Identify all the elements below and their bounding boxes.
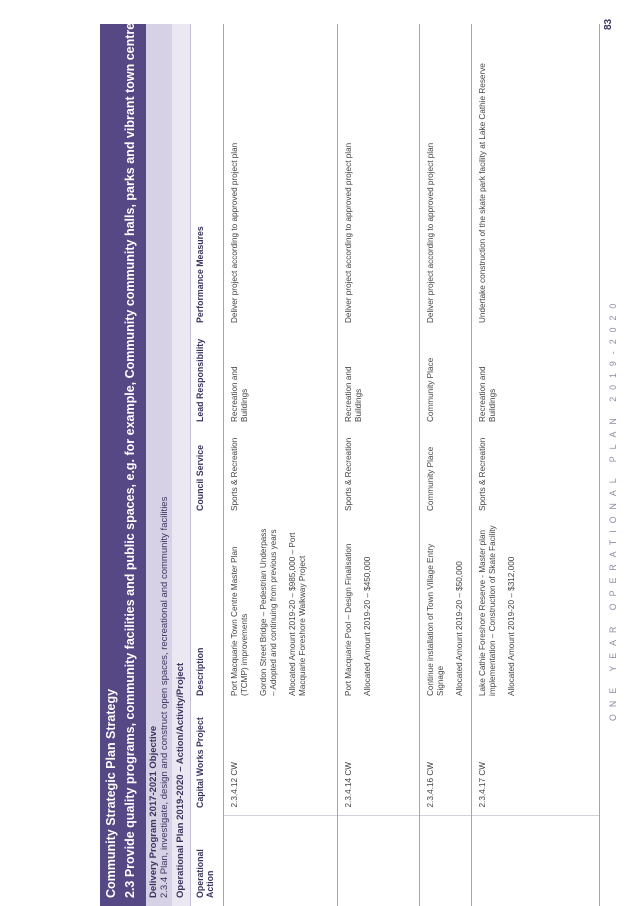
cell-performance-measures: Undertake construction of the skate park facility at Lake Cathie Reserve xyxy=(472,24,600,331)
description-line: Port Macquarie Pool – Design Finalisation xyxy=(344,543,353,696)
operational-plan-title: Operational Plan 2019-2020 – Action/Activity/Project xyxy=(175,662,186,898)
cell-council-service: Community Place xyxy=(420,430,472,519)
description-line: Allocated Amount 2019-20 – $450,000 xyxy=(363,556,372,696)
strategy-banner xyxy=(100,15,146,906)
table-row xyxy=(420,24,472,906)
cell-capital-works: 2.3.4.16 CW xyxy=(420,704,472,816)
running-footer: ONE YEAR OPERATIONAL PLAN 2019-2020 xyxy=(608,296,618,721)
description-line: Allocated Amount 2019-20 – $985,000 – Port Macquarie Foreshore Walkway Project xyxy=(288,532,307,696)
cell-council-service: Sports & Recreation xyxy=(224,430,338,519)
header-operational-action: Operational Action xyxy=(190,816,224,906)
cell-lead-responsibility: Recreation and Buildings xyxy=(224,331,338,430)
actions-table xyxy=(190,24,600,906)
delivery-program-band xyxy=(146,24,172,906)
cell-performance-measures: Deliver project according to approved project plan xyxy=(224,24,338,331)
cell-description xyxy=(338,519,420,704)
header-performance-measures: Performance Measures xyxy=(190,24,224,331)
page-number: 83 xyxy=(603,18,614,30)
cell-operational-action xyxy=(338,816,420,906)
cell-operational-action xyxy=(420,816,472,906)
description-line: Port Macquarie Town Centre Master Plan (TCMP) improvements xyxy=(230,546,249,696)
delivery-program-title: Delivery Program 2017-2021 Objective xyxy=(148,725,159,898)
header-council-service: Council Service xyxy=(190,430,224,519)
strategy-item: 2.3 Provide quality programs, community facilities and public spaces, e.g. for example, Community community halls, parks and vibrant town centres xyxy=(123,15,137,898)
cell-capital-works: 2.3.4.17 CW xyxy=(472,704,600,816)
cell-capital-works: 2.3.4.12 CW xyxy=(224,704,338,816)
table-header-row xyxy=(190,24,224,906)
cell-lead-responsibility: Recreation and Buildings xyxy=(338,331,420,430)
cell-lead-responsibility: Community Place xyxy=(420,331,472,430)
cell-lead-responsibility: Recreation and Buildings xyxy=(472,331,600,430)
operational-plan-band xyxy=(172,24,191,906)
description-line: Gordon Street Bridge – Pedestrian Underpass – Adopted and continuing from previous years xyxy=(259,528,278,696)
description-line: Allocated Amount 2019-20 – $312,000 xyxy=(507,556,516,696)
cell-performance-measures: Deliver project according to approved project plan xyxy=(420,24,472,331)
cell-council-service: Sports & Recreation xyxy=(338,430,420,519)
cell-operational-action xyxy=(224,816,338,906)
header-lead-responsibility: Lead Responsibility xyxy=(190,331,224,430)
cell-council-service: Sports & Recreation xyxy=(472,430,600,519)
description-line: Continue installation of Town Village Entry Signage xyxy=(426,543,445,696)
delivery-program-text: 2.3.4 Plan, investigate, design and construct open spaces, recreational and community facilities xyxy=(159,496,170,898)
description-line: Lake Cathie Foreshore Reserve - Master plan implementation – Construction of Skate Facility xyxy=(478,525,497,696)
cell-description xyxy=(420,519,472,704)
table-row xyxy=(472,24,600,906)
description-line: Allocated Amount 2019-20 – $50,000 xyxy=(455,561,464,696)
cell-description xyxy=(224,519,338,704)
table-row xyxy=(224,24,338,906)
cell-performance-measures: Deliver project according to approved project plan xyxy=(338,24,420,331)
strategy-title: Community Strategic Plan Strategy xyxy=(104,688,118,898)
cell-description xyxy=(472,519,600,704)
header-description: Description xyxy=(190,519,224,704)
header-capital-works-project: Capital Works Project xyxy=(190,704,224,816)
cell-capital-works: 2.3.4.14 CW xyxy=(338,704,420,816)
cell-operational-action xyxy=(472,816,600,906)
table-row xyxy=(338,24,420,906)
